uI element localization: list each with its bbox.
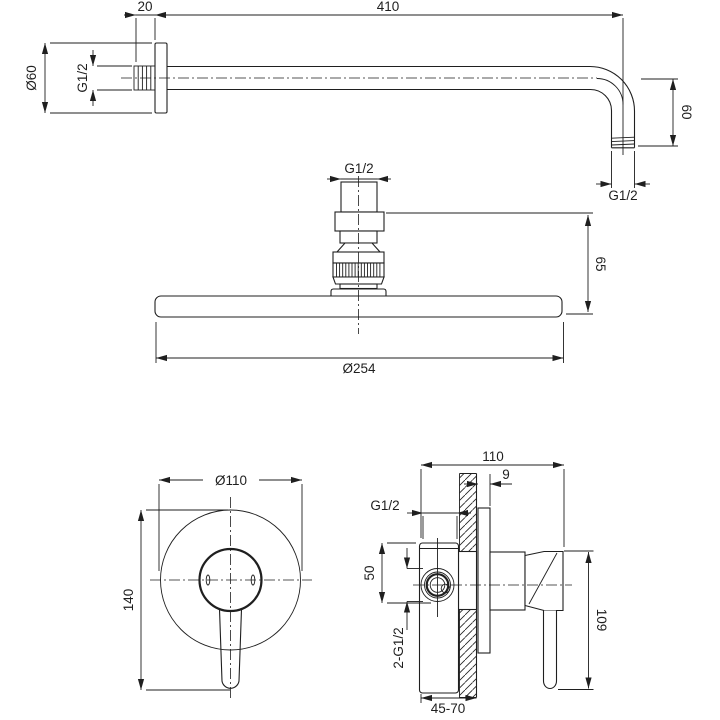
dim-label-50: 50 (362, 565, 377, 581)
mixer-body-wall-pass (459, 552, 477, 610)
dim-arm-length (155, 0, 623, 155)
dim-label-arm-outlet-thread: G1/2 (608, 188, 638, 203)
dim-label-head-thread: G1/2 (344, 161, 374, 176)
dim-label-mixer-top-thread: G1/2 (370, 498, 400, 513)
dim-arm-drop (638, 79, 694, 146)
dim-label-109: 109 (594, 608, 609, 632)
wall-hatch-lower (460, 610, 477, 698)
dim-label-45-70: 45-70 (430, 701, 466, 716)
dim-label-9: 9 (502, 467, 510, 482)
dim-ports-thread (391, 548, 423, 669)
dim-handle-height (558, 551, 609, 690)
arm-tube-inner (167, 90, 612, 136)
dim-arm-thread-length (124, 0, 155, 62)
mixer-front-view (121, 473, 312, 700)
arm-elbow-midline (597, 79, 623, 105)
arm-tube-outer (167, 67, 635, 136)
dim-label-d60: Ø60 (24, 65, 39, 91)
shower-head-view (155, 161, 608, 376)
dim-label-20: 20 (137, 0, 153, 14)
dim-head-inlet-thread (327, 161, 391, 179)
dim-mixer-total-depth (421, 449, 564, 547)
mixer-valve-body (420, 543, 459, 693)
dim-label-65: 65 (593, 256, 608, 272)
dim-label-2g12: 2-G1/2 (391, 627, 406, 669)
dim-arm-outlet-thread (596, 151, 650, 203)
mixer-escutcheon-plate (478, 508, 490, 653)
dim-label-d110: Ø110 (214, 473, 248, 488)
dim-label-d254: Ø254 (342, 361, 376, 376)
dim-label-140: 140 (121, 588, 136, 612)
mixer-side-view (362, 449, 609, 716)
wall-hatch-upper (460, 474, 477, 552)
dim-label-410: 410 (376, 0, 400, 14)
dim-label-arm-wall-thread: G1/2 (75, 63, 90, 93)
mixer-lever-rod-side (544, 611, 557, 689)
dim-label-110: 110 (482, 449, 504, 464)
mixer-cartridge-housing (490, 552, 525, 610)
dim-head-diameter (156, 322, 564, 376)
dim-label-60: 60 (679, 104, 694, 120)
